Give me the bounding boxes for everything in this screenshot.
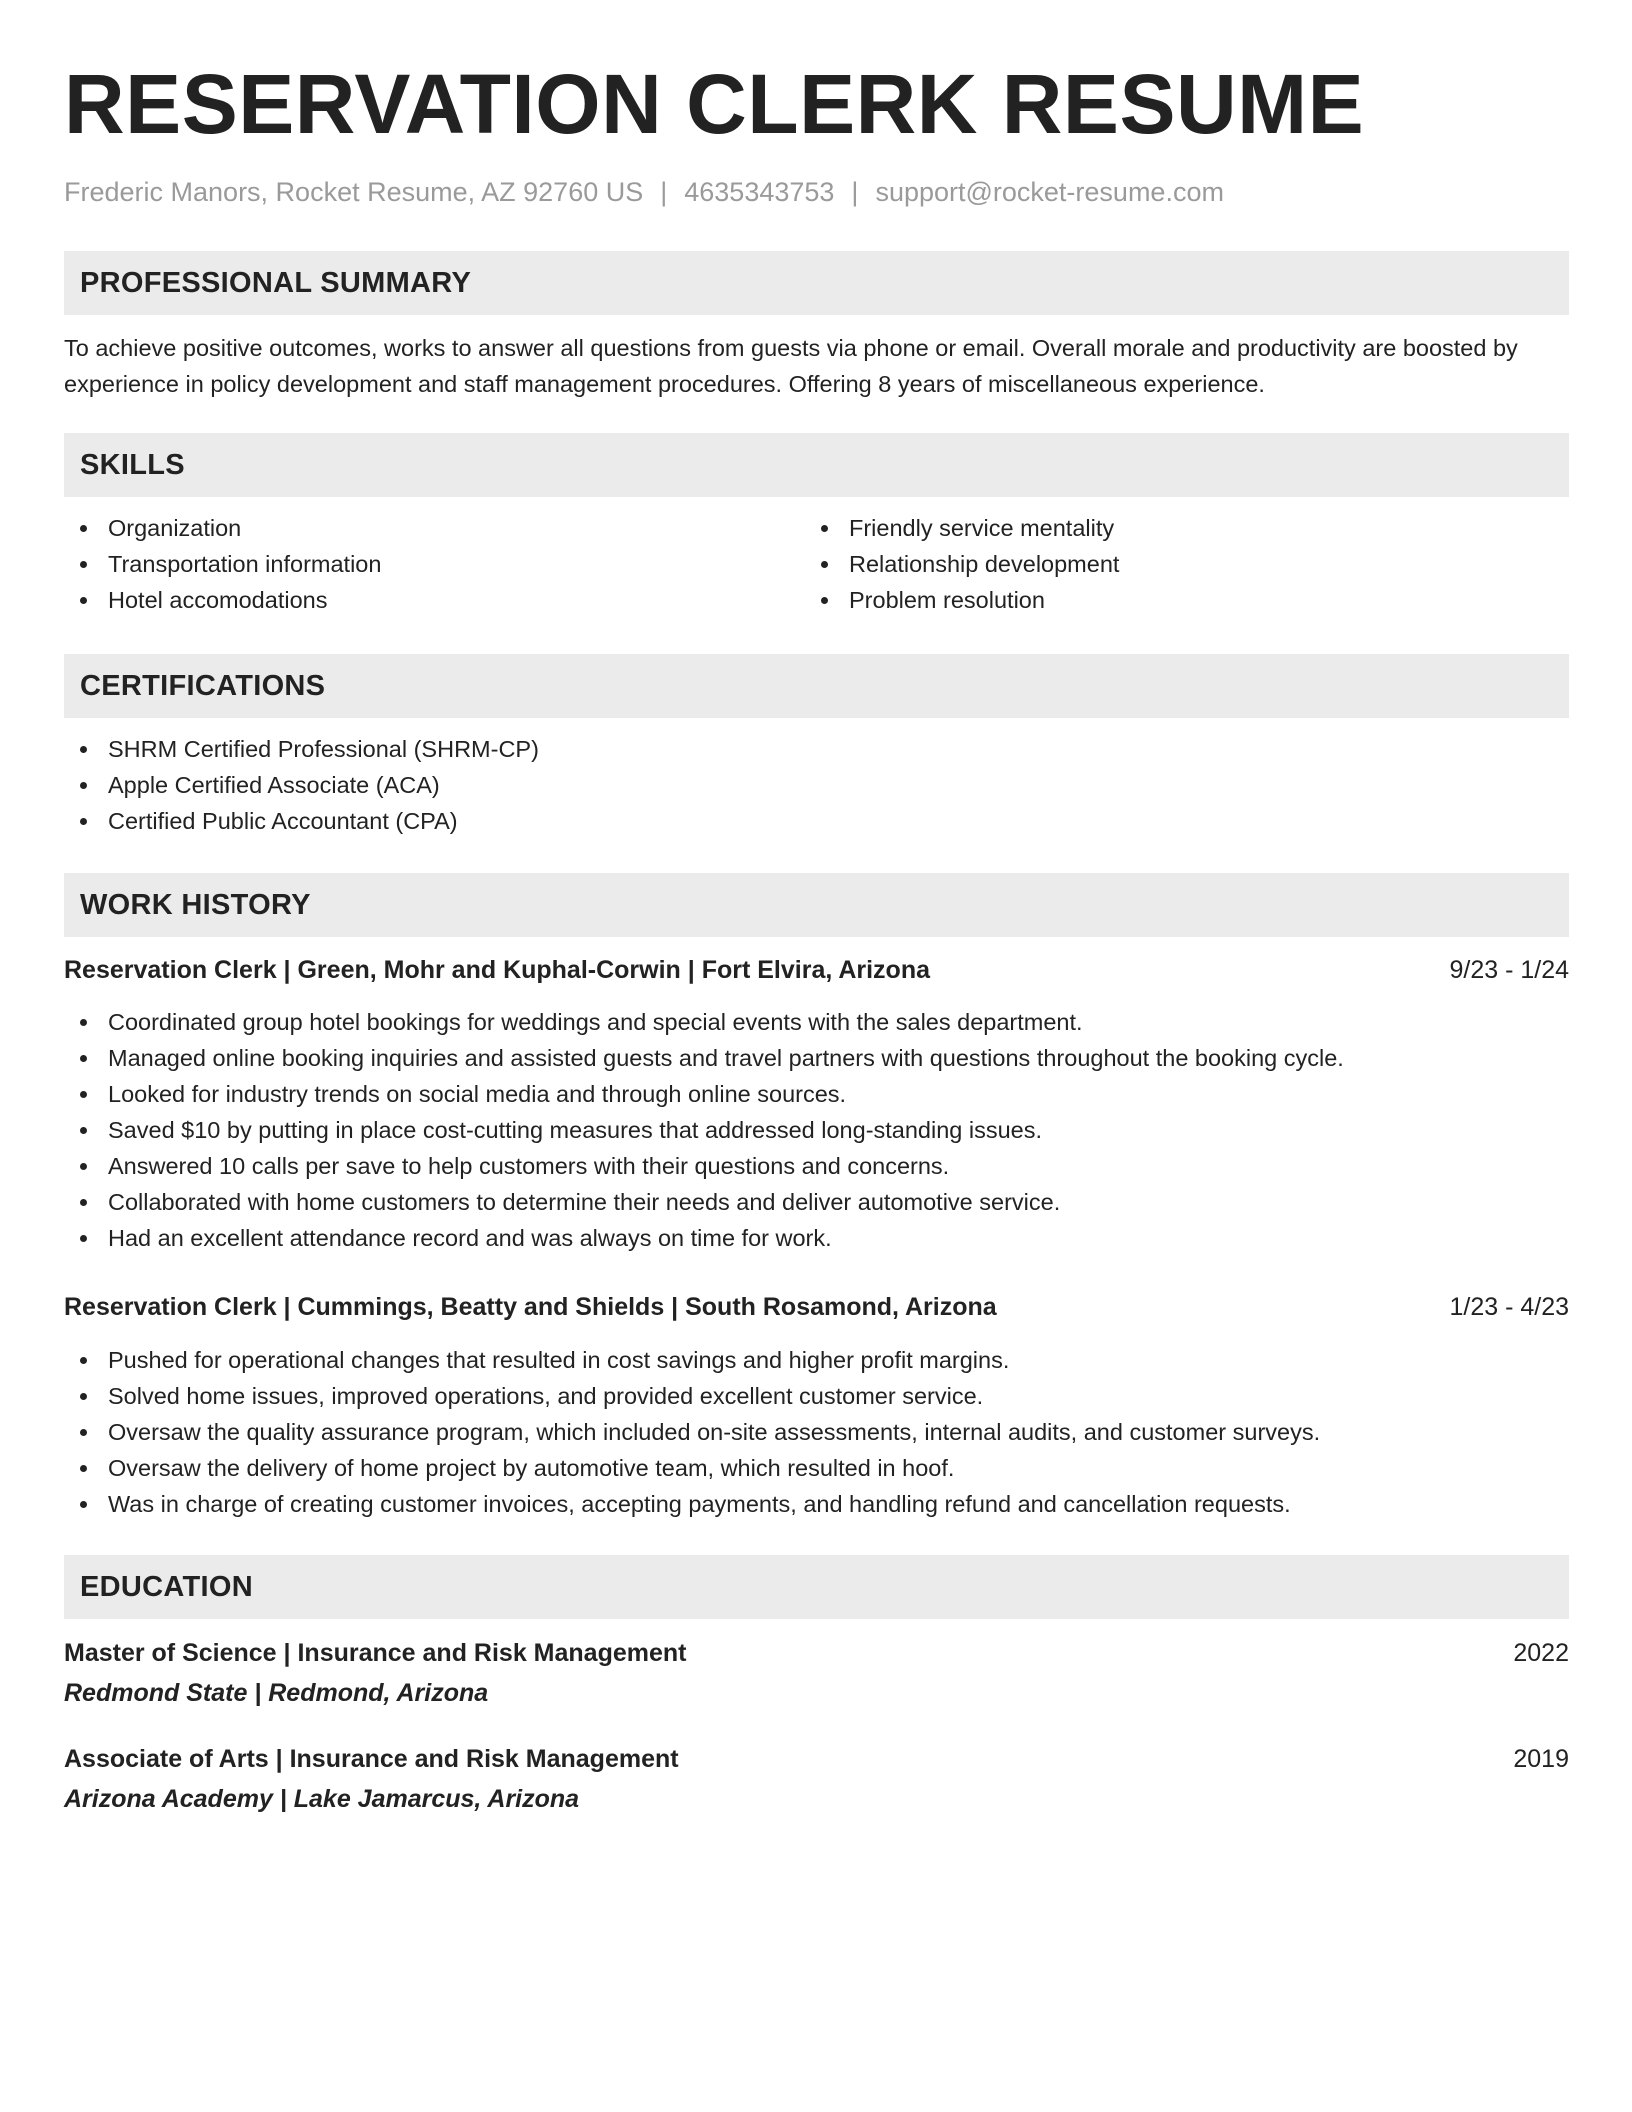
resume-title: RESERVATION CLERK RESUME <box>64 57 1365 151</box>
job-entry <box>64 1289 1569 1522</box>
job-bullet: Pushed for operational changes that resulted in cost savings and higher profit margins. <box>64 1342 1569 1378</box>
contact-separator: | <box>851 177 859 207</box>
job-bullet: Answered 10 calls per save to help customers with their questions and concerns. <box>64 1148 1569 1184</box>
job-bullet: Had an excellent attendance record and was always on time for work. <box>64 1220 1569 1256</box>
education-year: 2022 <box>1513 1639 1569 1667</box>
skill-item: Transportation information <box>64 546 805 582</box>
job-bullet: Collaborated with home customers to determine their needs and deliver automotive service. <box>64 1184 1569 1220</box>
skills-column-right <box>805 510 1546 618</box>
section-heading-skills: SKILLS <box>64 433 1569 497</box>
job-heading: Reservation Clerk | Green, Mohr and Kuphal-Corwin | Fort Elvira, Arizona <box>64 956 930 984</box>
job-bullet: Oversaw the delivery of home project by automotive team, which resulted in hoof. <box>64 1450 1569 1486</box>
skills-grid <box>64 510 1569 618</box>
skill-item: Hotel accomodations <box>64 582 805 618</box>
job-bullet: Was in charge of creating customer invoices, accepting payments, and handling refund and cancellation requests. <box>64 1486 1569 1522</box>
education-degree: Master of Science | Insurance and Risk Management <box>64 1639 687 1667</box>
section-heading-work-history: WORK HISTORY <box>64 873 1569 937</box>
job-heading: Reservation Clerk | Cummings, Beatty and Shields | South Rosamond, Arizona <box>64 1293 997 1321</box>
certification-item: Apple Certified Associate (ACA) <box>64 767 1569 803</box>
job-dates: 9/23 - 1/24 <box>1449 956 1569 984</box>
job-bullet: Managed online booking inquiries and assisted guests and travel partners with questions throughout the booking cycle. <box>64 1040 1569 1076</box>
skill-item: Organization <box>64 510 805 546</box>
education-degree: Associate of Arts | Insurance and Risk Management <box>64 1745 679 1773</box>
education-entry <box>64 1635 1569 1711</box>
job-bullet: Oversaw the quality assurance program, which included on-site assessments, internal audits, and customer surveys. <box>64 1414 1569 1450</box>
education-entry <box>64 1741 1569 1817</box>
job-header <box>64 952 1569 988</box>
section-heading-certifications: CERTIFICATIONS <box>64 654 1569 718</box>
job-bullet: Saved $10 by putting in place cost-cutting measures that addressed long-standing issues. <box>64 1112 1569 1148</box>
certification-item: Certified Public Accountant (CPA) <box>64 803 1569 839</box>
job-bullets <box>64 1004 1569 1256</box>
certification-item: SHRM Certified Professional (SHRM-CP) <box>64 731 1569 767</box>
skill-item: Problem resolution <box>805 582 1546 618</box>
job-dates: 1/23 - 4/23 <box>1449 1293 1569 1321</box>
certifications-list <box>64 731 1569 839</box>
education-school: Arizona Academy | Lake Jamarcus, Arizona <box>64 1785 580 1813</box>
skill-item: Relationship development <box>805 546 1546 582</box>
contact-phone: 4635343753 <box>684 177 835 207</box>
education-header <box>64 1635 1569 1671</box>
job-bullet: Solved home issues, improved operations, and provided excellent customer service. <box>64 1378 1569 1414</box>
education-header <box>64 1741 1569 1777</box>
job-bullet: Coordinated group hotel bookings for weddings and special events with the sales department. <box>64 1004 1569 1040</box>
job-header <box>64 1289 1569 1325</box>
summary-text: To achieve positive outcomes, works to answer all questions from guests via phone or email. Overall morale and productivity are boosted by experience in policy development and staff management procedures. Offering 8 years of miscellaneous experience. <box>64 335 1518 397</box>
skill-item: Friendly service mentality <box>805 510 1546 546</box>
section-heading-education: EDUCATION <box>64 1555 1569 1619</box>
skills-column-left <box>64 510 805 618</box>
contact-email: support@rocket-resume.com <box>875 177 1224 207</box>
contact-line <box>64 174 1569 210</box>
job-bullets <box>64 1342 1569 1522</box>
contact-address: Frederic Manors, Rocket Resume, AZ 92760 US <box>64 177 644 207</box>
contact-separator: | <box>660 177 668 207</box>
education-year: 2019 <box>1513 1745 1569 1773</box>
job-bullet: Looked for industry trends on social media and through online sources. <box>64 1076 1569 1112</box>
section-heading-summary: PROFESSIONAL SUMMARY <box>64 251 1569 315</box>
job-entry <box>64 952 1569 1256</box>
education-school: Redmond State | Redmond, Arizona <box>64 1679 489 1707</box>
